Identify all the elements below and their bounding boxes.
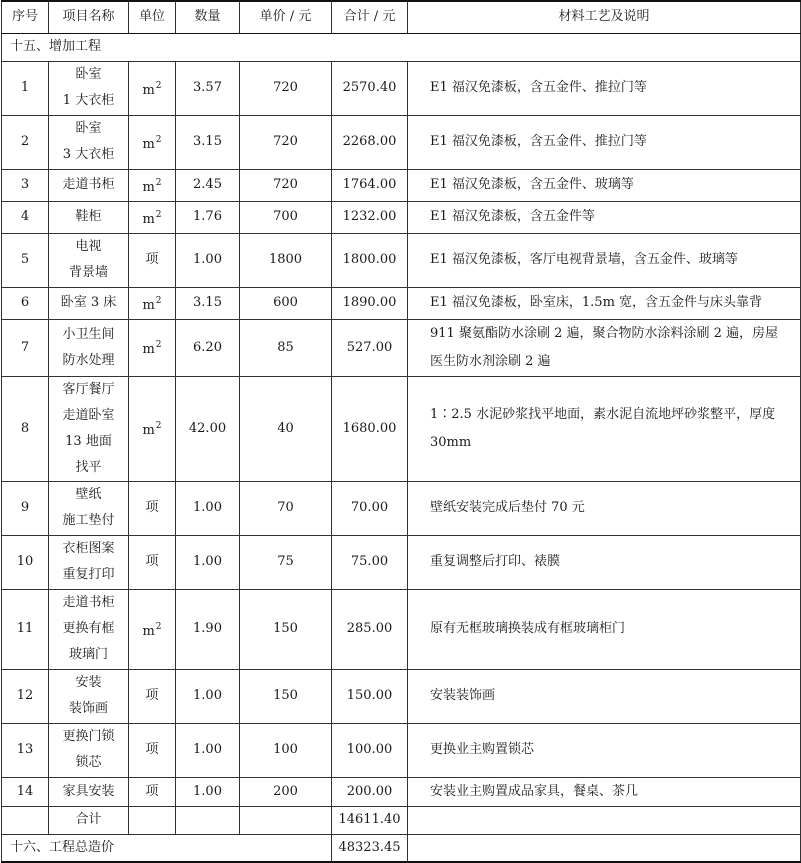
- row-unit: 项: [129, 669, 176, 723]
- row-qty: 6.20: [176, 319, 240, 376]
- row-desc: 安装业主购置成品家具，餐桌、茶几: [408, 777, 801, 806]
- row-unit: $m^2$: [129, 201, 176, 233]
- row-name: 家具安装: [49, 777, 129, 806]
- table-row: [2, 723, 801, 777]
- row-unit: $m^2$: [129, 169, 176, 201]
- section-title: 十五、增加工程: [2, 33, 801, 61]
- row-unit: 项: [129, 233, 176, 287]
- row-no: 11: [2, 589, 49, 669]
- row-no: 13: [2, 723, 49, 777]
- row-price: 700: [240, 201, 332, 233]
- row-desc: E1 福汉免漆板，卧室床，1.5m 宽，含五金件与床头靠背: [408, 287, 801, 319]
- row-name: 走道书柜 更换有框 玻璃门: [49, 589, 129, 669]
- row-no: 5: [2, 233, 49, 287]
- grand-total-row: [2, 834, 801, 862]
- table-row: [2, 115, 801, 169]
- row-no: 4: [2, 201, 49, 233]
- budget-table: [1, 0, 801, 863]
- table-row: [2, 287, 801, 319]
- row-desc: 1∶2.5 水泥砂浆找平地面，素水泥自流地坪砂浆整平，厚度 30mm: [408, 376, 801, 481]
- row-qty: 2.45: [176, 169, 240, 201]
- row-total: 1800.00: [332, 233, 408, 287]
- row-name: 更换门锁 锁芯: [49, 723, 129, 777]
- row-no: 6: [2, 287, 49, 319]
- subtotal-unit: [129, 806, 176, 834]
- row-unit: 项: [129, 535, 176, 589]
- row-no: 3: [2, 169, 49, 201]
- row-price: 70: [240, 481, 332, 535]
- subtotal-price: [240, 806, 332, 834]
- subtotal-row: [2, 806, 801, 834]
- row-price: 720: [240, 61, 332, 115]
- row-desc: E1 福汉免漆板，含五金件、推拉门等: [408, 115, 801, 169]
- row-unit: $m^2$: [129, 61, 176, 115]
- row-qty: 3.57: [176, 61, 240, 115]
- row-total: 1764.00: [332, 169, 408, 201]
- row-name: 鞋柜: [49, 201, 129, 233]
- row-desc: E1 福汉免漆板，含五金件等: [408, 201, 801, 233]
- row-price: 200: [240, 777, 332, 806]
- col-header-unit: 单位: [129, 1, 176, 33]
- row-desc: 原有无框玻璃换装成有框玻璃柜门: [408, 589, 801, 669]
- row-total: 200.00: [332, 777, 408, 806]
- row-total: 2268.00: [332, 115, 408, 169]
- row-total: 100.00: [332, 723, 408, 777]
- row-qty: 1.00: [176, 669, 240, 723]
- row-unit: $m^2$: [129, 287, 176, 319]
- row-price: 100: [240, 723, 332, 777]
- row-price: 720: [240, 115, 332, 169]
- table-row: [2, 589, 801, 669]
- row-no: 7: [2, 319, 49, 376]
- row-no: 1: [2, 61, 49, 115]
- table-row: [2, 669, 801, 723]
- row-price: 75: [240, 535, 332, 589]
- row-price: 85: [240, 319, 332, 376]
- row-desc: 更换业主购置锁芯: [408, 723, 801, 777]
- row-unit: $m^2$: [129, 376, 176, 481]
- row-price: 720: [240, 169, 332, 201]
- grand-total-value: 48323.45: [332, 834, 408, 862]
- row-total: 1890.00: [332, 287, 408, 319]
- row-name: 电视 背景墙: [49, 233, 129, 287]
- row-price: 600: [240, 287, 332, 319]
- row-total: 150.00: [332, 669, 408, 723]
- row-price: 1800: [240, 233, 332, 287]
- subtotal-total: 14611.40: [332, 806, 408, 834]
- row-total: 2570.40: [332, 61, 408, 115]
- row-qty: 42.00: [176, 376, 240, 481]
- subtotal-label: 合计: [49, 806, 129, 834]
- row-total: 285.00: [332, 589, 408, 669]
- row-price: 40: [240, 376, 332, 481]
- col-header-desc: 材料工艺及说明: [408, 1, 801, 33]
- row-qty: 1.76: [176, 201, 240, 233]
- header-row: [2, 1, 801, 33]
- row-desc: E1 福汉免漆板，含五金件、推拉门等: [408, 61, 801, 115]
- row-name: 安装 装饰画: [49, 669, 129, 723]
- grand-total-label: 十六、工程总造价: [2, 834, 332, 862]
- row-name: 走道书柜: [49, 169, 129, 201]
- row-qty: 3.15: [176, 287, 240, 319]
- table-row: [2, 535, 801, 589]
- row-qty: 1.00: [176, 723, 240, 777]
- row-no: 8: [2, 376, 49, 481]
- row-desc: 安装装饰画: [408, 669, 801, 723]
- row-unit: $m^2$: [129, 115, 176, 169]
- row-qty: 1.90: [176, 589, 240, 669]
- row-no: 14: [2, 777, 49, 806]
- row-no: 2: [2, 115, 49, 169]
- subtotal-desc: [408, 806, 801, 834]
- row-unit: 项: [129, 723, 176, 777]
- row-unit: 项: [129, 481, 176, 535]
- row-price: 150: [240, 589, 332, 669]
- col-header-price: 单价 / 元: [240, 1, 332, 33]
- table-row: [2, 376, 801, 481]
- row-total: 527.00: [332, 319, 408, 376]
- table-row: [2, 481, 801, 535]
- col-header-total: 合计 / 元: [332, 1, 408, 33]
- row-no: 9: [2, 481, 49, 535]
- row-unit: 项: [129, 777, 176, 806]
- row-total: 1680.00: [332, 376, 408, 481]
- row-unit: $m^2$: [129, 319, 176, 376]
- table-row: [2, 233, 801, 287]
- section-row: [2, 33, 801, 61]
- row-name: 小卫生间 防水处理: [49, 319, 129, 376]
- table-row: [2, 201, 801, 233]
- subtotal-no: [2, 806, 49, 834]
- row-desc: 壁纸安装完成后垫付 70 元: [408, 481, 801, 535]
- subtotal-qty: [176, 806, 240, 834]
- row-name: 卧室 3 大衣柜: [49, 115, 129, 169]
- row-qty: 1.00: [176, 777, 240, 806]
- row-name: 卧室 1 大衣柜: [49, 61, 129, 115]
- row-desc: E1 福汉免漆板，含五金件、玻璃等: [408, 169, 801, 201]
- col-header-no: 序号: [2, 1, 49, 33]
- table-row: [2, 319, 801, 376]
- table-row: [2, 169, 801, 201]
- row-unit: $m^2$: [129, 589, 176, 669]
- row-qty: 3.15: [176, 115, 240, 169]
- row-no: 10: [2, 535, 49, 589]
- row-total: 70.00: [332, 481, 408, 535]
- row-name: 壁纸 施工垫付: [49, 481, 129, 535]
- table-row: [2, 777, 801, 806]
- row-total: 75.00: [332, 535, 408, 589]
- row-name: 衣柜图案 重复打印: [49, 535, 129, 589]
- row-desc: E1 福汉免漆板，客厅电视背景墙，含五金件、玻璃等: [408, 233, 801, 287]
- col-header-name: 项目名称: [49, 1, 129, 33]
- row-name: 卧室 3 床: [49, 287, 129, 319]
- col-header-qty: 数量: [176, 1, 240, 33]
- row-name: 客厅餐厅 走道卧室 13 地面 找平: [49, 376, 129, 481]
- grand-total-desc: [408, 834, 801, 862]
- row-total: 1232.00: [332, 201, 408, 233]
- row-no: 12: [2, 669, 49, 723]
- row-desc: 重复调整后打印、裱膜: [408, 535, 801, 589]
- row-qty: 1.00: [176, 535, 240, 589]
- row-qty: 1.00: [176, 481, 240, 535]
- row-qty: 1.00: [176, 233, 240, 287]
- row-price: 150: [240, 669, 332, 723]
- table-row: [2, 61, 801, 115]
- row-desc: 911 聚氨酯防水涂刷 2 遍，聚合物防水涂料涂刷 2 遍，房屋医生防水剂涂刷 2 遍: [408, 319, 801, 376]
